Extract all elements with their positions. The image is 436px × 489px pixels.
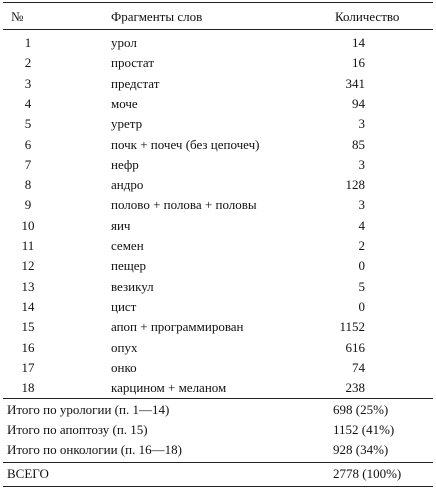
row-num: 17 xyxy=(21,359,35,375)
subtotal-label: Итого по урологии (п. 1—14) xyxy=(7,402,170,417)
bottom-rule xyxy=(3,486,433,487)
row-fragment: семен xyxy=(111,238,144,253)
table-row xyxy=(3,236,433,256)
row-fragment: урол xyxy=(111,35,137,50)
row-num: 9 xyxy=(24,197,32,213)
rows-rule xyxy=(3,398,433,399)
row-fragment: везикул xyxy=(111,278,154,294)
row-fragment: апоп + программирован xyxy=(111,319,244,335)
row-num: 14 xyxy=(21,298,35,314)
row-count: 0 xyxy=(358,298,365,314)
header-row xyxy=(3,7,433,27)
table-row xyxy=(3,378,433,398)
total-label: ВСЕГО xyxy=(7,466,49,481)
subtotal-row xyxy=(3,420,433,440)
table-row xyxy=(3,94,433,114)
row-num: 5 xyxy=(24,116,32,132)
row-num: 3 xyxy=(24,75,32,91)
row-count: 128 xyxy=(345,177,365,193)
table-row xyxy=(3,297,433,317)
subtotal-value: 1152 (41%) xyxy=(333,422,395,437)
row-fragment: опух xyxy=(111,339,138,355)
subtotal-row xyxy=(3,400,433,420)
row-fragment: полово + полова + половы xyxy=(111,197,257,213)
row-count: 238 xyxy=(345,380,365,396)
row-count: 5 xyxy=(358,278,365,294)
row-num: 8 xyxy=(24,177,32,193)
row-fragment: карцином + меланом xyxy=(111,380,227,396)
row-fragment: простат xyxy=(111,55,155,71)
row-num: 16 xyxy=(21,339,35,355)
total-value: 2778 (100%) xyxy=(333,466,402,481)
row-count: 74 xyxy=(352,359,365,375)
row-num: 18 xyxy=(21,380,35,396)
subtotal-value: 928 (34%) xyxy=(333,442,389,457)
row-num: 1 xyxy=(24,35,32,50)
table-row xyxy=(3,53,433,73)
row-count: 3 xyxy=(358,116,365,132)
header-rule xyxy=(3,29,433,30)
table-row xyxy=(3,317,433,337)
subtotal-label: Итого по апоптозу (п. 15) xyxy=(7,422,148,437)
row-fragment: пещер xyxy=(111,258,147,274)
row-fragment: почк + почеч (без цепочеч) xyxy=(111,136,260,152)
row-fragment: уретр xyxy=(111,116,143,132)
table-row xyxy=(3,256,433,276)
top-rule xyxy=(3,2,433,3)
row-count: 14 xyxy=(352,35,365,50)
row-fragment: моче xyxy=(111,95,138,111)
row-fragment: цист xyxy=(111,298,137,314)
header-fragment: Фрагменты слов xyxy=(111,9,203,24)
table-row xyxy=(3,74,433,94)
row-num: 15 xyxy=(21,319,35,335)
row-num: 7 xyxy=(24,156,32,172)
row-num: 2 xyxy=(24,55,32,71)
row-fragment: предстат xyxy=(111,75,160,91)
table-row xyxy=(3,175,433,195)
row-num: 10 xyxy=(21,217,35,233)
row-fragment: яич xyxy=(111,217,131,233)
table-row xyxy=(3,216,433,236)
row-count: 3 xyxy=(358,156,365,172)
row-count: 1152 xyxy=(339,319,365,335)
row-count: 4 xyxy=(358,217,365,233)
table-row xyxy=(3,358,433,378)
table-row xyxy=(3,114,433,134)
table-row xyxy=(3,135,433,155)
row-count: 0 xyxy=(358,258,365,274)
table-row xyxy=(3,33,433,53)
row-fragment: нефр xyxy=(111,156,139,172)
row-fragment: андро xyxy=(111,177,144,193)
total-rule xyxy=(3,462,433,463)
table-row xyxy=(3,195,433,215)
table-row xyxy=(3,277,433,297)
header-count: Количество xyxy=(335,9,400,24)
row-count: 85 xyxy=(352,136,365,152)
row-count: 616 xyxy=(345,339,365,355)
table-row xyxy=(3,155,433,175)
subtotal-value: 698 (25%) xyxy=(333,402,389,417)
row-count: 94 xyxy=(352,95,365,111)
row-num: 12 xyxy=(21,258,35,274)
subtotal-row xyxy=(3,440,433,460)
table-row xyxy=(3,338,433,358)
row-num: 11 xyxy=(21,238,35,253)
row-num: 13 xyxy=(21,278,35,294)
row-count: 16 xyxy=(352,55,365,71)
header-num: № xyxy=(11,9,24,24)
row-num: 4 xyxy=(24,95,32,111)
row-count: 2 xyxy=(358,238,365,253)
row-count: 341 xyxy=(345,75,365,91)
subtotal-label: Итого по онкологии (п. 16—18) xyxy=(7,442,182,457)
row-num: 6 xyxy=(24,136,32,152)
row-count: 3 xyxy=(358,197,365,213)
total-row xyxy=(3,464,433,484)
row-fragment: онко xyxy=(111,359,137,375)
